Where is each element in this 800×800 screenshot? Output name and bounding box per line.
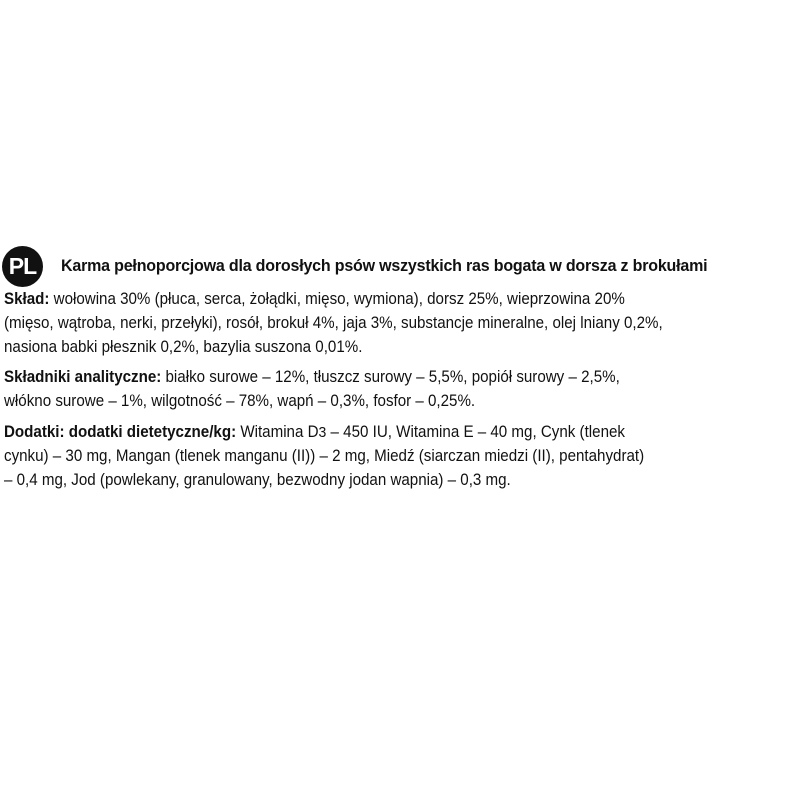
additives-label: Dodatki: dodatki dietetyczne/kg: [4,422,237,441]
additives-text-1a: Witamina D [236,422,319,441]
product-title: Karma pełnoporcjowa dla dorosłych psów wszystkich ras bogata w dorsza z brokułami [61,256,708,275]
analytical-section [4,366,800,414]
additives-line-2: cynku) – 30 mg, Mangan (tlenek manganu (II)) – 2 mg, Miedź (siarczan miedzi (II), pentahydrat) [4,446,645,465]
additives-line-3: – 0,4 mg, Jod (powlekany, granulowany, bezwodny jodan wapnia) – 0,3 mg. [4,470,511,489]
composition-text-1: wołowina 30% (płuca, serca, żołądki, mięso, wymiona), dorsz 25%, wieprzowina 20% [49,290,625,308]
analytical-text-1: białko surowe – 12%, tłuszcz surowy – 5,5%, popiół surowy – 2,5%, [161,368,620,387]
composition-label: Skład: [4,290,50,308]
composition-section [4,288,800,359]
label-header [2,246,800,286]
additives-text-1b: – 450 IU, Witamina E – 40 mg, Cynk (tlenek [326,422,625,441]
product-label-text [0,246,800,499]
vitamin-d-subscript: 3 [318,423,327,441]
additives-section [4,421,800,492]
composition-line-1 [4,288,748,312]
composition-line-2: (mięso, wątroba, nerki, przełyki), rosół, brokuł 4%, jaja 3%, substancje mineralne, olej lniany 0,2%, [4,313,663,332]
analytical-line-2: włókno surowe – 1%, wilgotność – 78%, wapń – 0,3%, fosfor – 0,25%. [4,392,476,411]
language-badge-pl: PL [2,246,43,287]
additives-line-1 [4,421,748,445]
analytical-line-1 [4,366,748,390]
composition-line-3: nasiona babki płesznik 0,2%, bazylia suszona 0,01%. [4,337,363,356]
label-sections [4,288,800,492]
analytical-label: Składniki analityczne: [4,368,162,387]
